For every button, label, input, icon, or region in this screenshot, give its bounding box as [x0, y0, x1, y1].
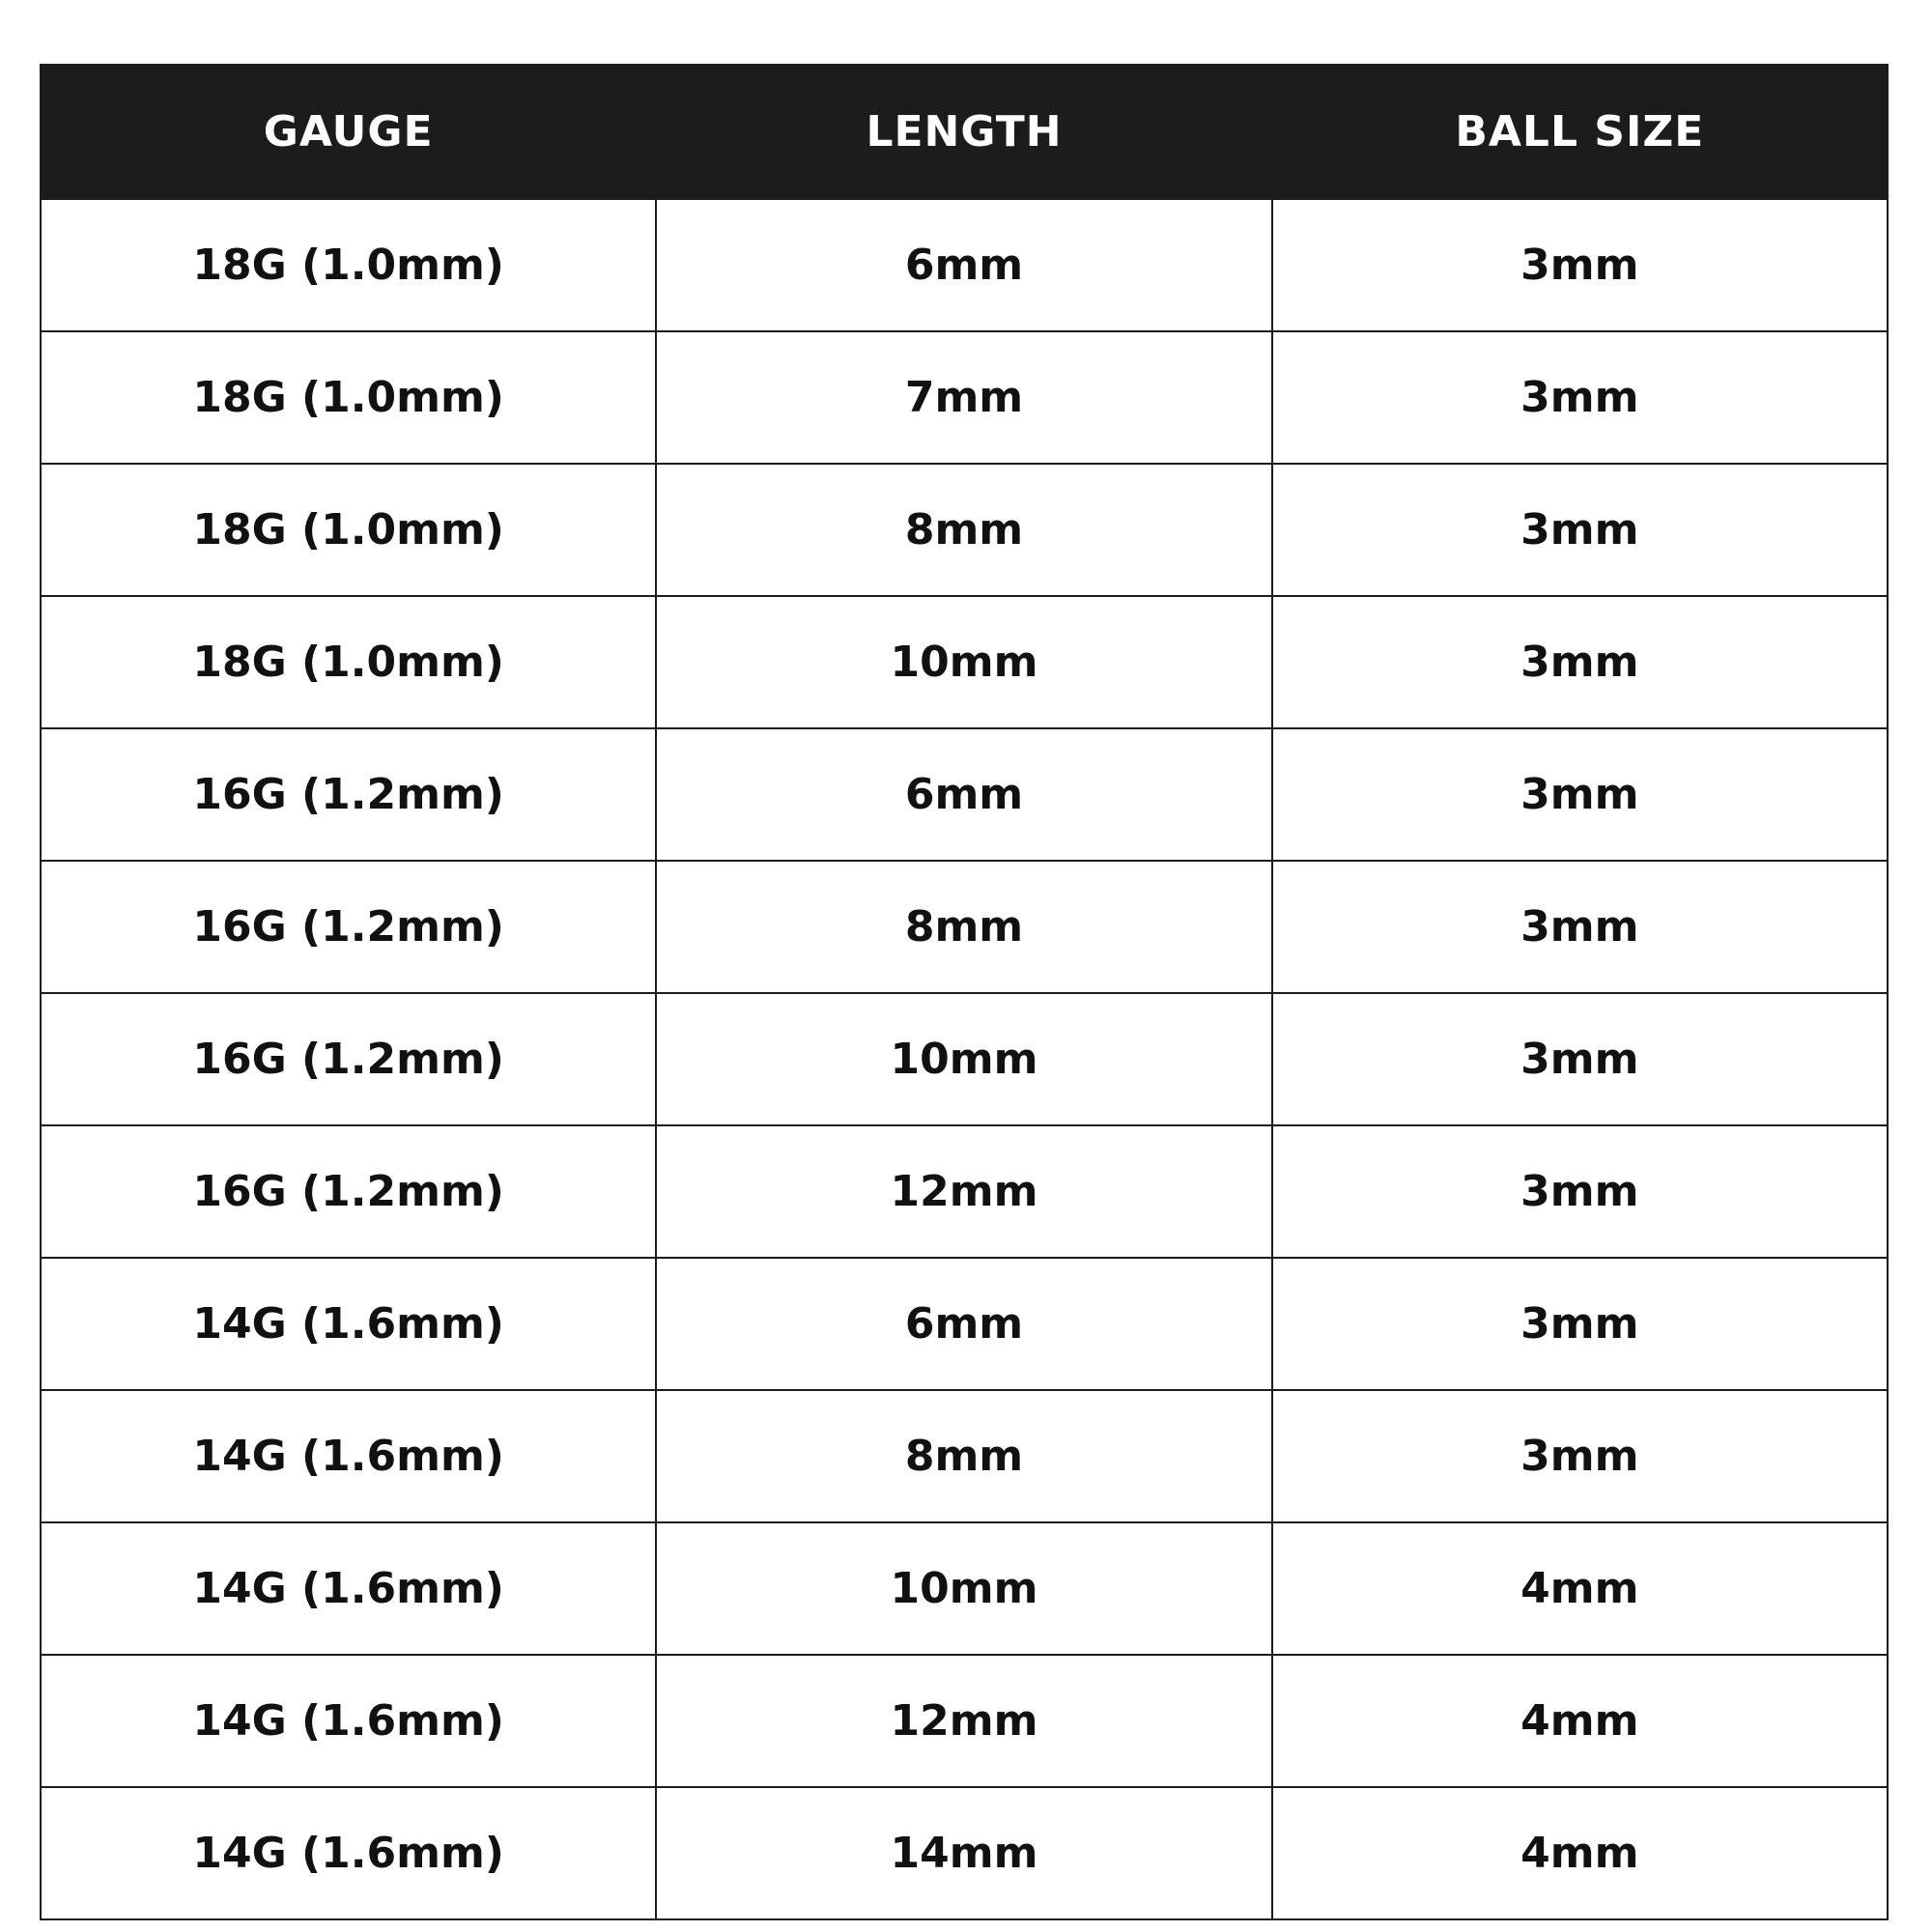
table-row — [41, 1787, 1888, 1919]
size-table — [40, 64, 1889, 1920]
cell-gauge: 18G (1.0mm) — [41, 464, 656, 596]
cell-ball-size: 3mm — [1272, 596, 1888, 728]
cell-ball-size: 3mm — [1272, 993, 1888, 1125]
cell-gauge: 18G (1.0mm) — [41, 596, 656, 728]
cell-ball-size: 3mm — [1272, 1390, 1888, 1522]
cell-gauge: 14G (1.6mm) — [41, 1655, 656, 1787]
table-row — [41, 1125, 1888, 1258]
table-row — [41, 728, 1888, 861]
cell-gauge: 16G (1.2mm) — [41, 728, 656, 861]
table-row — [41, 596, 1888, 728]
cell-gauge: 14G (1.6mm) — [41, 1787, 656, 1919]
cell-length: 10mm — [656, 596, 1271, 728]
cell-length: 8mm — [656, 464, 1271, 596]
table-row — [41, 993, 1888, 1125]
table-row — [41, 464, 1888, 596]
cell-gauge: 16G (1.2mm) — [41, 861, 656, 993]
cell-length: 10mm — [656, 993, 1271, 1125]
cell-ball-size: 3mm — [1272, 728, 1888, 861]
cell-gauge: 16G (1.2mm) — [41, 993, 656, 1125]
cell-gauge: 18G (1.0mm) — [41, 199, 656, 331]
cell-ball-size: 4mm — [1272, 1655, 1888, 1787]
header-length: LENGTH — [656, 65, 1271, 199]
cell-length: 12mm — [656, 1655, 1271, 1787]
cell-length: 8mm — [656, 1390, 1271, 1522]
table-row — [41, 199, 1888, 331]
cell-ball-size: 3mm — [1272, 861, 1888, 993]
cell-ball-size: 3mm — [1272, 1258, 1888, 1390]
cell-gauge: 14G (1.6mm) — [41, 1390, 656, 1522]
table-row — [41, 1390, 1888, 1522]
cell-ball-size: 4mm — [1272, 1787, 1888, 1919]
table-row — [41, 1258, 1888, 1390]
table-header — [41, 65, 1888, 199]
cell-length: 12mm — [656, 1125, 1271, 1258]
table-body — [41, 199, 1888, 1919]
cell-length: 14mm — [656, 1787, 1271, 1919]
table-row — [41, 1522, 1888, 1655]
cell-ball-size: 3mm — [1272, 464, 1888, 596]
cell-gauge: 14G (1.6mm) — [41, 1258, 656, 1390]
cell-length: 6mm — [656, 728, 1271, 861]
cell-length: 8mm — [656, 861, 1271, 993]
table-row — [41, 1655, 1888, 1787]
table-row — [41, 861, 1888, 993]
table-row — [41, 331, 1888, 464]
cell-gauge: 14G (1.6mm) — [41, 1522, 656, 1655]
cell-gauge: 18G (1.0mm) — [41, 331, 656, 464]
size-chart — [40, 64, 1889, 1920]
cell-length: 7mm — [656, 331, 1271, 464]
cell-length: 10mm — [656, 1522, 1271, 1655]
header-gauge: GAUGE — [41, 65, 656, 199]
cell-ball-size: 3mm — [1272, 1125, 1888, 1258]
cell-ball-size: 4mm — [1272, 1522, 1888, 1655]
cell-gauge: 16G (1.2mm) — [41, 1125, 656, 1258]
header-ball-size: BALL SIZE — [1272, 65, 1888, 199]
cell-length: 6mm — [656, 1258, 1271, 1390]
cell-ball-size: 3mm — [1272, 331, 1888, 464]
cell-ball-size: 3mm — [1272, 199, 1888, 331]
header-row — [41, 65, 1888, 199]
cell-length: 6mm — [656, 199, 1271, 331]
